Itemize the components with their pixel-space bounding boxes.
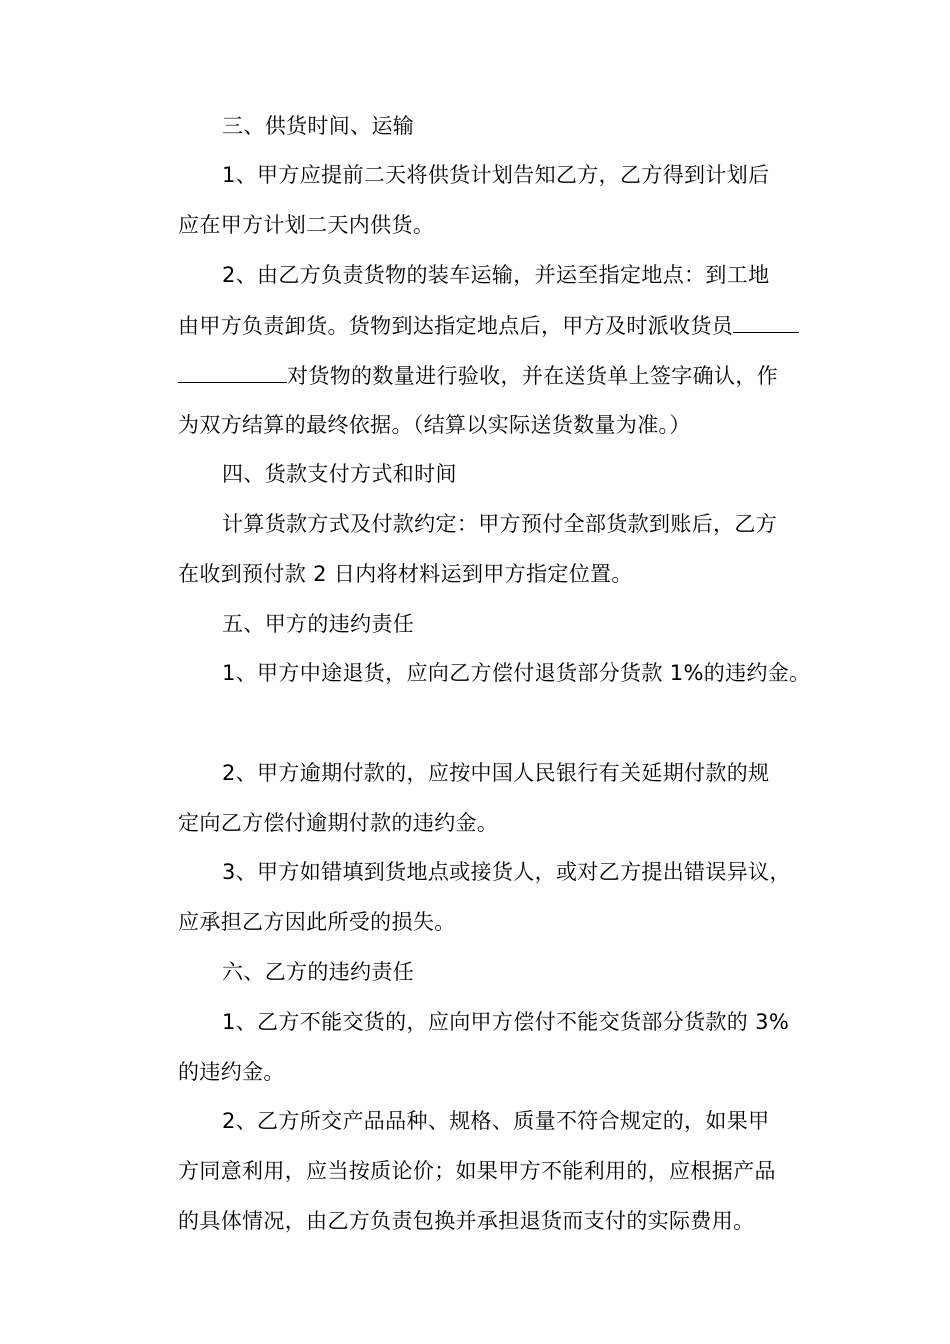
paragraph-line: 的违约金。 (178, 1060, 285, 1084)
paragraph-line-text: 由甲方负责卸货。货物到达指定地点后，甲方及时派收货员 (178, 314, 734, 338)
paragraph-line: 1、甲方应提前二天将供货计划告知乙方，乙方得到计划后 (222, 163, 770, 187)
paragraph-line: 2、由乙方负责货物的装车运输，并运至指定地点：到工地 (222, 263, 770, 287)
paragraph-line: 应承担乙方因此所受的损失。 (178, 910, 456, 934)
paragraph-line: 1、甲方中途退货，应向乙方偿付退货部分货款 1%的违约金。 (222, 661, 811, 685)
receiver-blank-underline (733, 310, 799, 333)
section-heading-payment: 四、货款支付方式和时间 (222, 462, 457, 486)
paragraph-line (178, 310, 799, 340)
paragraph-line: 计算货款方式及付款约定：甲方预付全部货款到账后，乙方 (222, 512, 778, 536)
paragraph-line (178, 360, 778, 390)
paragraph-line-text: 对货物的数量进行验收，并在送货单上签字确认，作 (287, 364, 779, 388)
receiver-blank-underline-continued (178, 360, 287, 383)
section-heading-party-b-liability: 六、乙方的违约责任 (222, 960, 415, 984)
section-heading-supply-time: 三、供货时间、运输 (222, 114, 415, 138)
paragraph-line: 的具体情况，由乙方负责包换并承担退货而支付的实际费用。 (178, 1209, 755, 1233)
paragraph-line: 为双方结算的最终依据。（结算以实际送货数量为准。） (178, 413, 691, 437)
paragraph-line: 方同意利用，应当按质论价；如果甲方不能利用的，应根据产品 (178, 1159, 776, 1183)
paragraph-line: 1、乙方不能交货的，应向甲方偿付不能交货部分货款的 3% (222, 1010, 790, 1034)
paragraph-line: 3、甲方如错填到货地点或接货人，或对乙方提出错误异议， (222, 860, 791, 884)
section-heading-party-a-liability: 五、甲方的违约责任 (222, 612, 415, 636)
paragraph-line: 2、甲方逾期付款的，应按中国人民银行有关延期付款的规 (222, 761, 770, 785)
paragraph-line: 在收到预付款 2 日内将材料运到甲方指定位置。 (178, 562, 633, 586)
paragraph-line: 定向乙方偿付逾期付款的违约金。 (178, 811, 499, 835)
paragraph-line: 2、乙方所交产品品种、规格、质量不符合规定的，如果甲 (222, 1109, 770, 1133)
paragraph-line: 应在甲方计划二天内供货。 (178, 213, 435, 237)
